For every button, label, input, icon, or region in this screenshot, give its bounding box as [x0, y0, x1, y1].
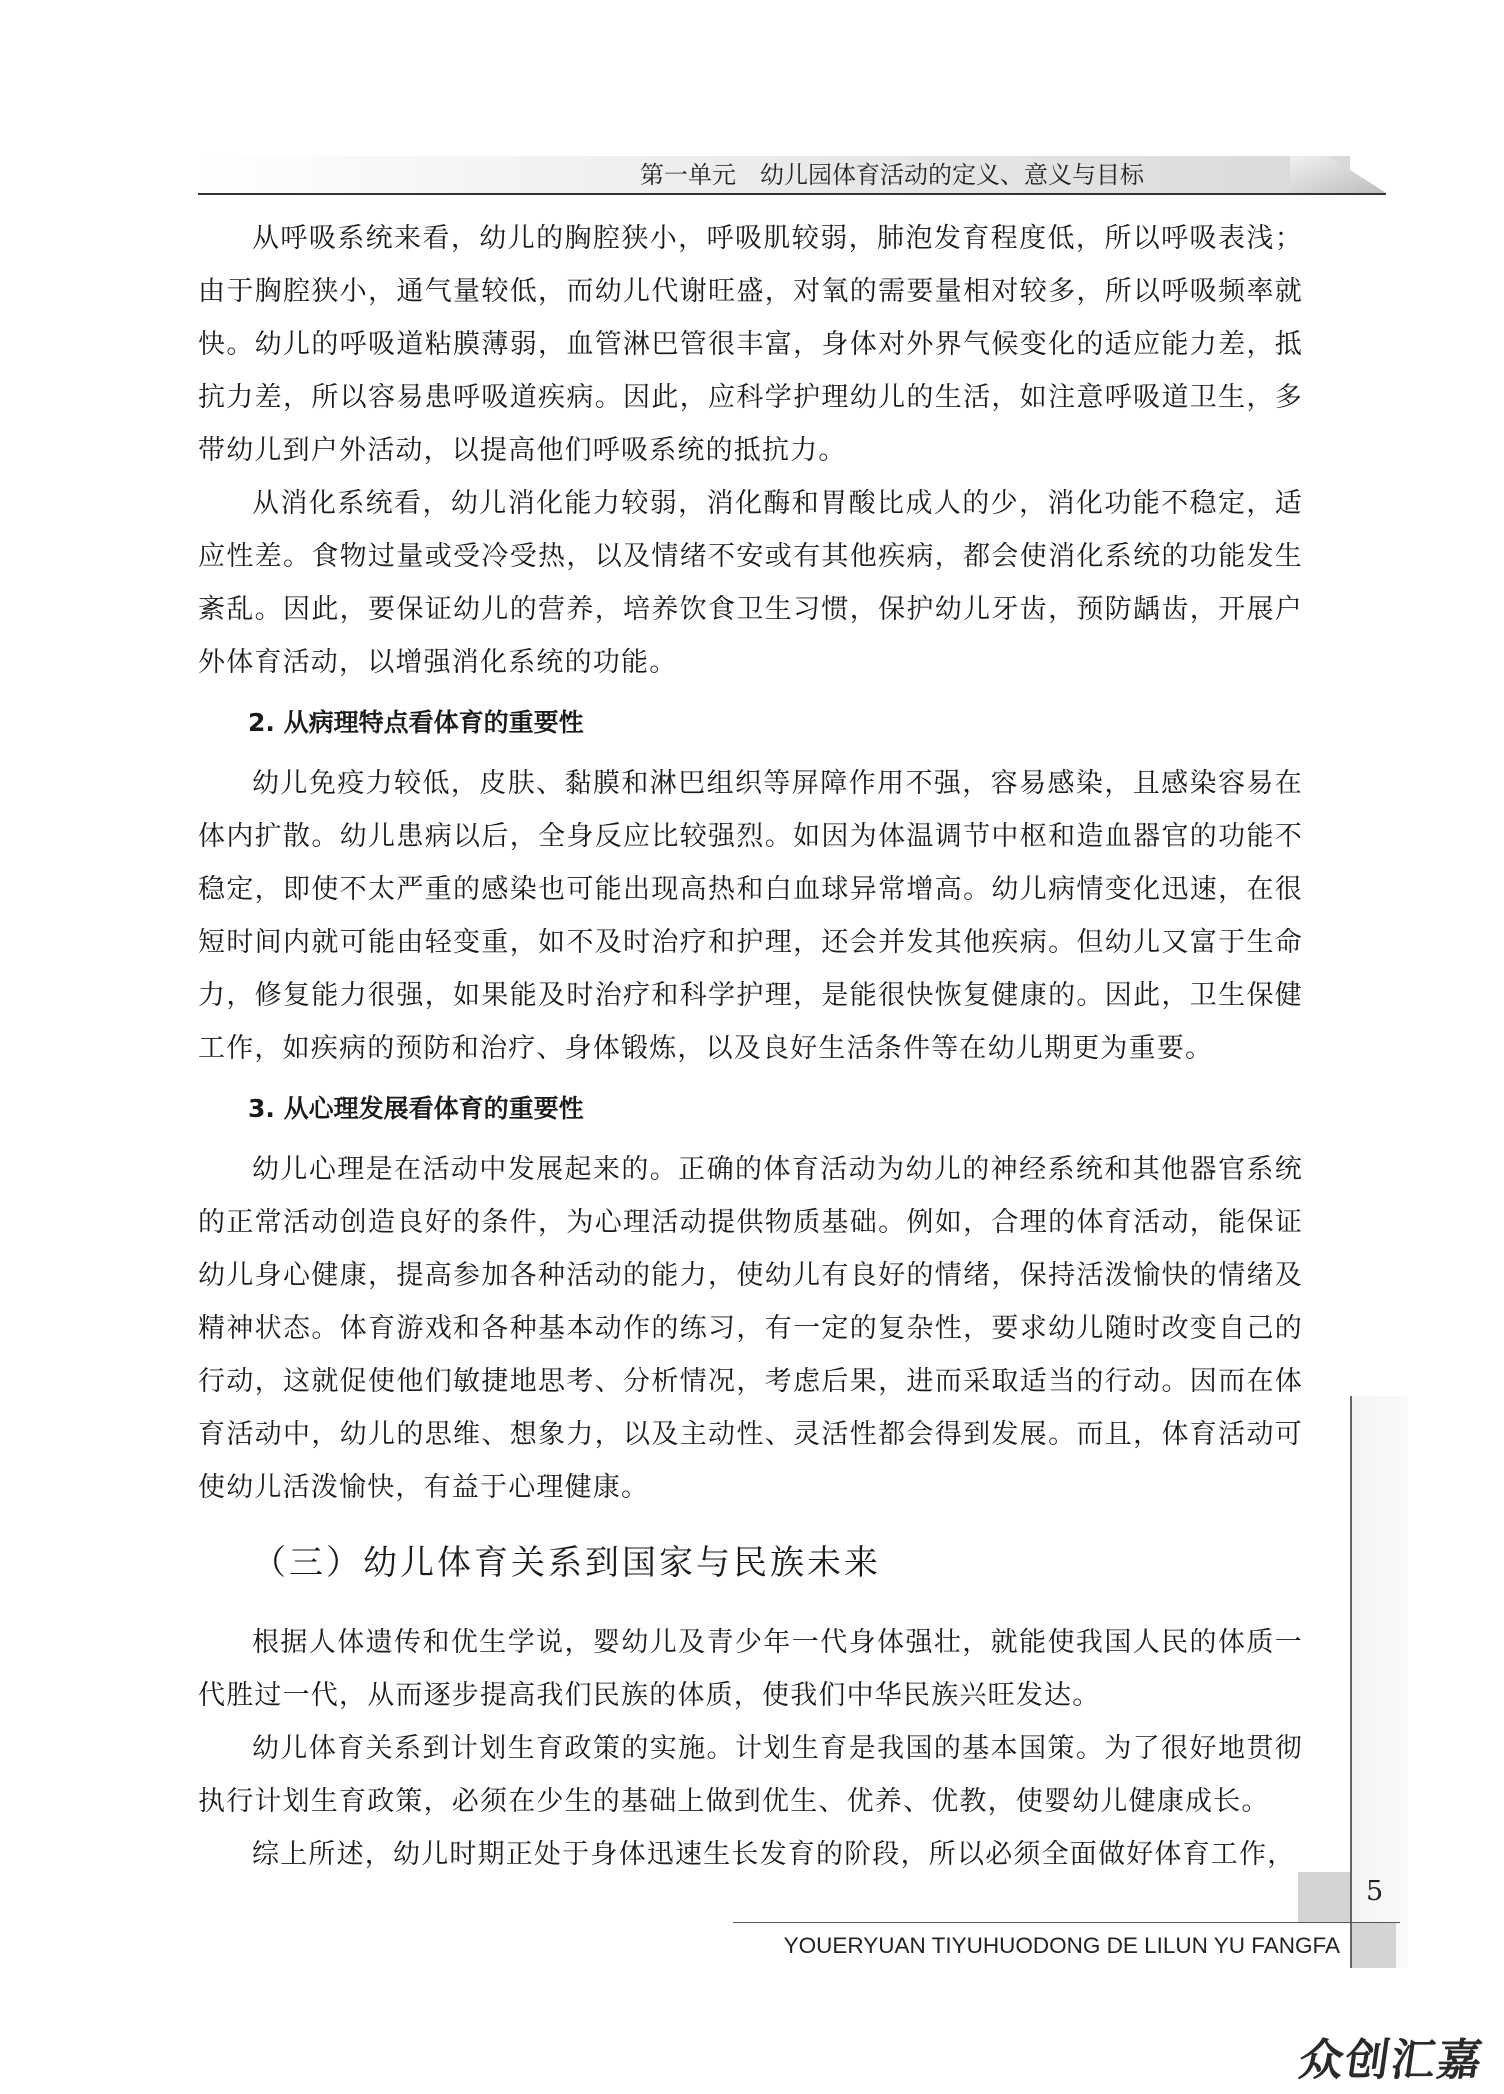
heading-pathology: 2. 从病理特点看体育的重要性 [248, 708, 584, 737]
paragraph-family-planning: 幼儿体育关系到计划生育政策的实施。计划生育是我国的基本国策。为了很好地贯彻执行计划生育政策，必须在少生的基础上做到优生、优养、优教，使婴幼儿健康成长。 [198, 1733, 1303, 1817]
header-rule [198, 193, 1386, 195]
page-number: 5 [1366, 1876, 1384, 1907]
paragraph-summary: 综上所述，幼儿时期正处于身体迅速生长发育的阶段，所以必须全面做好体育工作， [252, 1839, 1296, 1870]
paragraph-psychology: 幼儿心理是在活动中发展起来的。正确的体育活动为幼儿的神经系统和其他器官系统的正常活动创造良好的条件，为心理活动提供物质基础。例如，合理的体育活动，能保证幼儿身心健康，提高参加各种活动的能力，使幼儿有良好的情绪，保持活泼愉快的情绪及精神状态。体育游戏和各种基本动作的练习，有一定的复杂性，要求幼儿随时改变自己的行动，这就促使他们敏捷地思考、分析情况，考虑后果，进而采取适当的行动。因而在体育活动中，幼儿的思维、想象力，以及主动性、灵活性都会得到发展。而且，体育活动可使幼儿活泼愉快，有益于心理健康。 [198, 1154, 1303, 1503]
paragraph-pathology: 幼儿免疫力较低，皮肤、黏膜和淋巴组织等屏障作用不强，容易感染，且感染容易在体内扩散。幼儿患病以后，全身反应比较强烈。如因为体温调节中枢和造血器官的功能不稳定，即使不太严重的感染也可能出现高热和白血球异常增高。幼儿病情变化迅速，在很短时间内就可能由轻变重，如不及时治疗和护理，还会并发其他疾病。但幼儿又富于生命力，修复能力很强，如果能及时治疗和科学护理，是能很快恢复健康的。因此，卫生保健工作，如疾病的预防和治疗、身体锻炼，以及良好生活条件等在幼儿期更为重要。 [198, 768, 1303, 1064]
footer-rule [733, 1922, 1400, 1923]
paragraph-respiratory: 从呼吸系统来看，幼儿的胸腔狭小，呼吸肌较弱，肺泡发育程度低，所以呼吸表浅；由于胸腔狭小，通气量较低，而幼儿代谢旺盛，对氧的需要量相对较多，所以呼吸频率就快。幼儿的呼吸道粘膜薄弱，血管淋巴管很丰富，身体对外界气候变化的适应能力差，抵抗力差，所以容易患呼吸道疾病。因此，应科学护理幼儿的生活，如注意呼吸道卫生，多带幼儿到户外活动，以提高他们呼吸系统的抵抗力。 [198, 223, 1303, 466]
page-number-box [1298, 1872, 1350, 1922]
watermark: 众创汇嘉 [1295, 2035, 1487, 2086]
book-title-footer: YOUERYUAN TIYUHUODONG DE LILUN YU FANGFA [783, 1933, 1340, 1958]
page-body [198, 212, 1303, 1881]
side-rule-vertical [1350, 1396, 1352, 1968]
heading-psychology: 3. 从心理发展看体育的重要性 [248, 1094, 584, 1123]
running-header: 第一单元 幼儿园体育活动的定义、意义与目标 [640, 161, 1144, 189]
section-heading-nation: （三）幼儿体育关系到国家与民族未来 [252, 1543, 881, 1583]
footer-box [1352, 1922, 1396, 1968]
paragraph-digestive: 从消化系统看，幼儿消化能力较弱，消化酶和胃酸比成人的少，消化功能不稳定，适应性差。食物过量或受冷受热，以及情绪不安或有其他疾病，都会使消化系统的功能发生紊乱。因此，要保证幼儿的营养，培养饮食卫生习惯，保护幼儿牙齿，预防龋齿，开展户外体育活动，以增强消化系统的功能。 [198, 488, 1303, 678]
paragraph-heredity: 根据人体遗传和优生学说，婴幼儿及青少年一代身体强壮，就能使我国人民的体质一代胜过一代，从而逐步提高我们民族的体质，使我们中华民族兴旺发达。 [198, 1627, 1303, 1711]
